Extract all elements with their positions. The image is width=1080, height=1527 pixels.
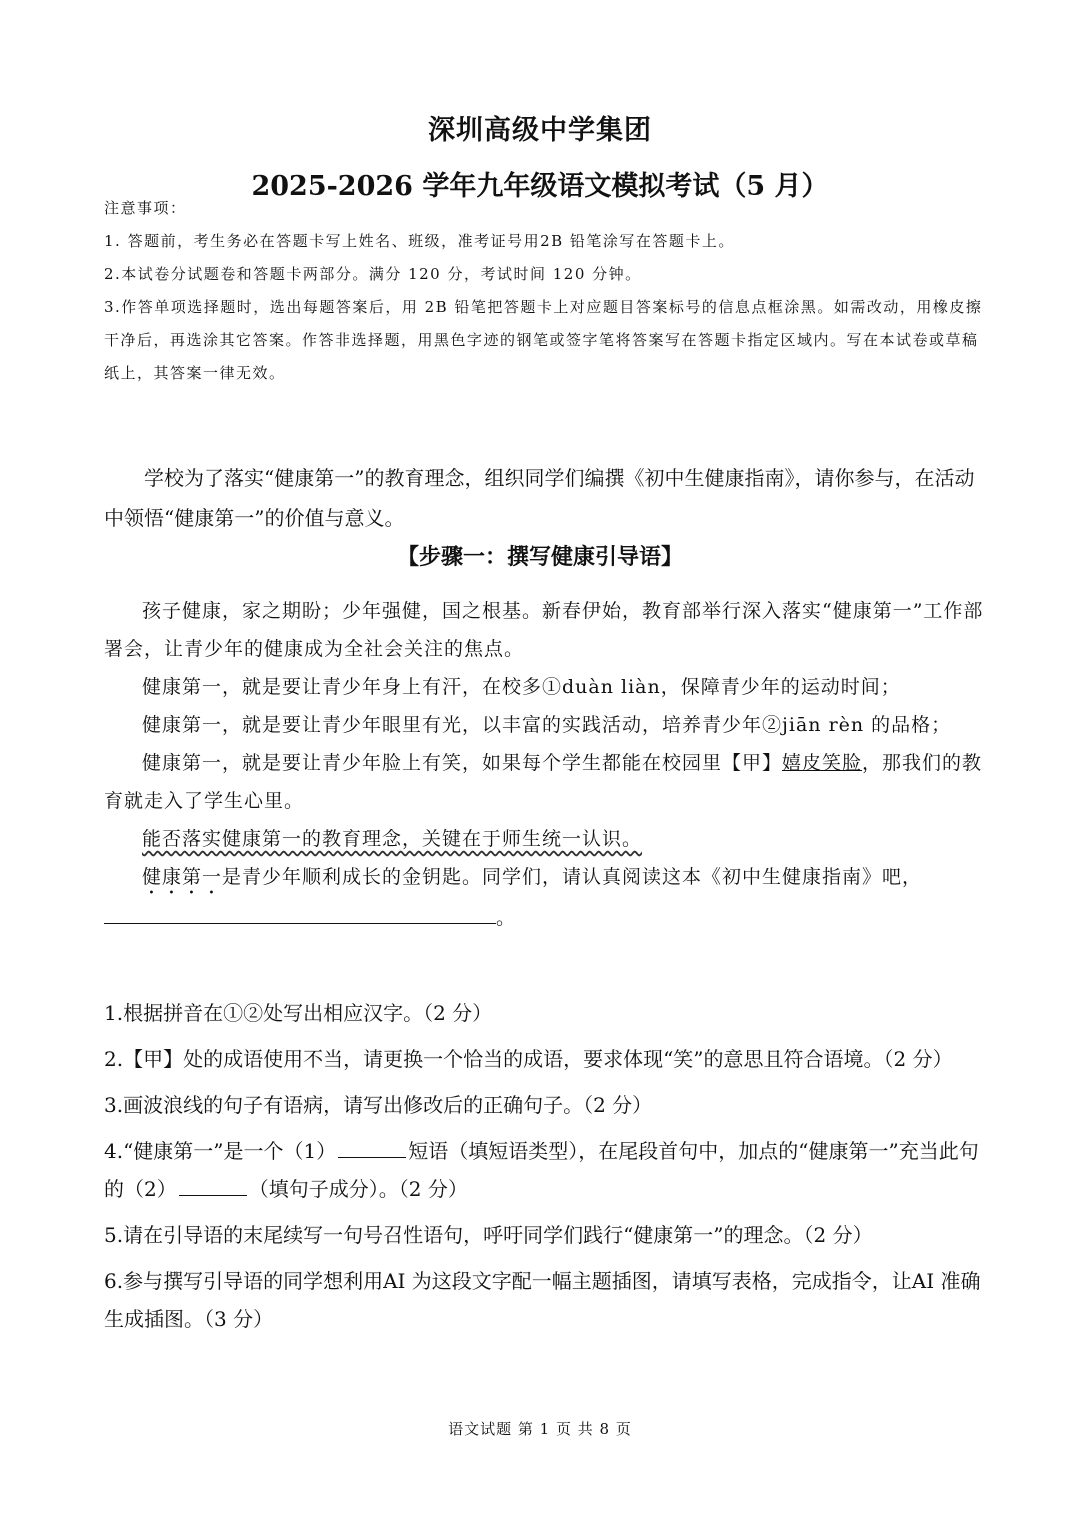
guide-passage [104, 592, 984, 937]
page-footer: 语文试题 第 1 页 共 8 页 [448, 1420, 632, 1438]
intro-paragraph: 学校为了落实“健康第一”的教育理念，组织同学们编撰《初中生健康指南》，请你参与，在活动中领悟“健康第一”的价值与意义。 [104, 466, 975, 530]
passage-text: ，那我们的教育就走入了学生心里。 [104, 752, 983, 812]
blank-field[interactable] [338, 1137, 406, 1158]
notes-section [104, 192, 984, 390]
questions-section [104, 994, 984, 1346]
question-6: 6.参与撰写引导语的同学想利用AI 为这段文字配一幅主题插图，请填写表格，完成指令，让AI 准确生成插图。（3 分） [104, 1269, 981, 1331]
passage-paragraph [104, 744, 984, 820]
question-4 [104, 1132, 984, 1208]
question-2: 2.【甲】处的成语使用不当，请更换一个恰当的成语，要求体现“笑”的意思且符合语境。（2 分） [104, 1047, 953, 1071]
passage-paragraph [104, 858, 984, 899]
question-3: 3.画波浪线的句子有语病，请写出修改后的正确句子。（2 分） [104, 1093, 653, 1117]
note-item: 3.作答单项选择题时，选出每题答案后，用 2B 铅笔把答题卡上对应题目答案标号的信息点框涂黑。如需改动，用橡皮擦干净后，再选涂其它答案。作答非选择题，用黑色字迹的钢笔或签字笔将答案写在答题卡指定区域内。写在本试卷或草稿纸上，其答案一律无效。 [104, 298, 983, 382]
note-item: 2.本试卷分试题卷和答题卡两部分。满分 120 分，考试时间 120 分钟。 [104, 265, 642, 283]
question-4-text: 短语（填短语类型），在尾段首句中，加点的“健康第一”充当此句的（2） [104, 1139, 979, 1201]
passage-paragraph: 孩子健康，家之期盼；少年强健，国之根基。新春伊始，教育部举行深入落实“健康第一”工作部署会，让青少年的健康成为全社会关注的焦点。 [104, 600, 984, 660]
passage-text: 健康第一，就是要让青少年脸上有笑，如果每个学生都能在校园里【甲】 [142, 752, 783, 774]
question-4-text: 4.“健康第一”是一个（1） [104, 1139, 337, 1163]
question-5: 5.请在引导语的末尾续写一句号召性语句，呼吁同学们践行“健康第一”的理念。（2 分） [104, 1223, 873, 1247]
exam-title: 2025-2026 学年九年级语文模拟考试（5 月） [251, 171, 829, 202]
wavy-underlined-sentence: 能否落实健康第一的教育理念，关键在于师生统一认识。 [142, 828, 643, 850]
notes-heading: 注意事项： [104, 199, 187, 217]
answer-line-row [104, 899, 984, 937]
answer-blank-line[interactable] [104, 901, 496, 924]
answer-line-end: 。 [496, 907, 517, 929]
passage-paragraph: 健康第一，就是要让青少年眼里有光，以丰富的实践活动，培养青少年②jiān rèn 的品格； [142, 714, 952, 736]
passage-text: 是青少年顺利成长的金钥匙。同学们，请认真阅读这本《初中生健康指南》吧， [222, 866, 923, 888]
dotted-phrase: 健康第一 [142, 866, 223, 888]
question-4-text: （填句子成分）。（2 分） [248, 1177, 468, 1201]
passage-paragraph: 健康第一，就是要让青少年身上有汗，在校多①duàn liàn，保障青少年的运动时间； [142, 676, 901, 698]
blank-field[interactable] [179, 1175, 247, 1196]
step-title: 【步骤一：撰写健康引导语】 [396, 545, 683, 570]
underlined-idiom: 嬉皮笑脸 [782, 752, 863, 774]
wavy-sentence-paragraph [104, 820, 984, 858]
note-item: 1. 答题前，考生务必在答题卡写上姓名、班级，准考证号用2B 铅笔涂写在答题卡上。 [104, 232, 735, 250]
school-name: 深圳高级中学集团 [428, 115, 652, 146]
question-1: 1.根据拼音在①②处写出相应汉字。（2 分） [104, 1001, 493, 1025]
